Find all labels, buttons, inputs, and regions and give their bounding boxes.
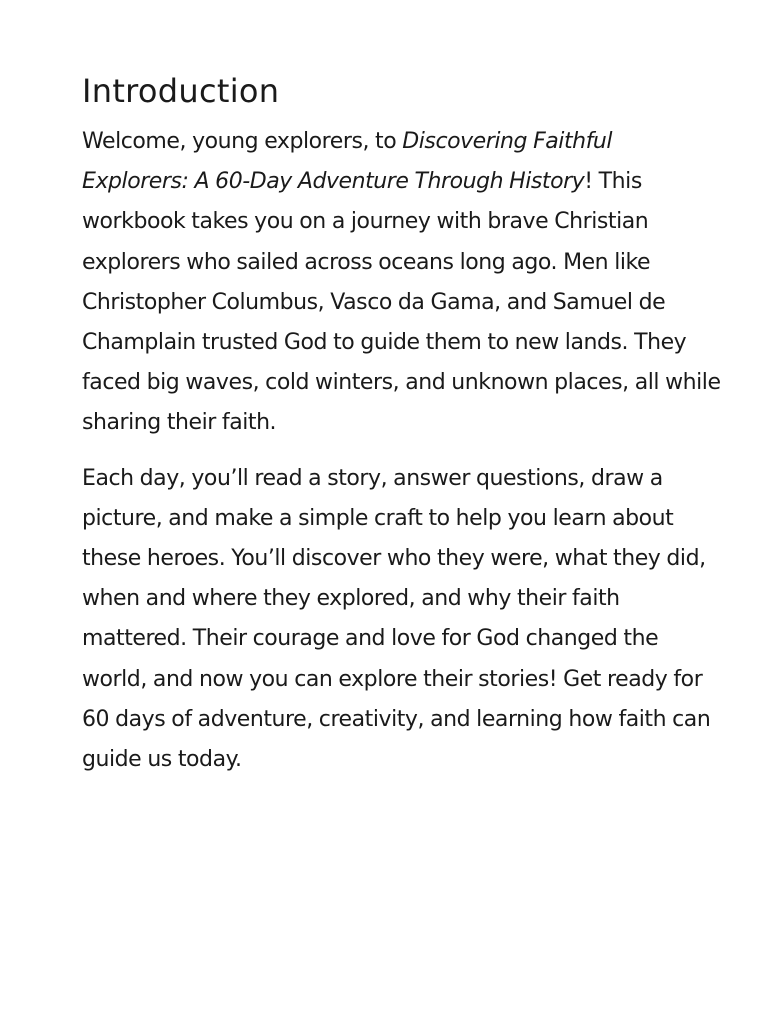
intro-paragraph-1 <box>82 122 722 444</box>
document-page <box>82 70 722 780</box>
paragraph-1-body: ! This workbook takes you on a journey with brave Christian explorers who sailed across oceans long ago. Men like Christopher Columbus, Vasco da Gama, and Samuel de Champlain trusted God to guide them to new lands. They faced big waves, cold winters, and unknown places, all while sharing their faith. <box>82 169 721 436</box>
page-heading: Introduction <box>82 72 280 110</box>
book-title: Discovering Faithful Explorers: A 60-Day Adventure Through History <box>82 129 613 195</box>
paragraph-1-lead: Welcome, young explorers, to <box>82 129 403 154</box>
intro-paragraph-2: Each day, you’ll read a story, answer questions, draw a picture, and make a simple craft to help you learn about these heroes. You’ll discover who they were, what they did, when and where they explored, and why their faith mattered. Their courage and love for God changed the world, and now you can explore their stories! Get ready for 60 days of adventure, creativity, and learning how faith can guide us today. <box>82 465 711 773</box>
